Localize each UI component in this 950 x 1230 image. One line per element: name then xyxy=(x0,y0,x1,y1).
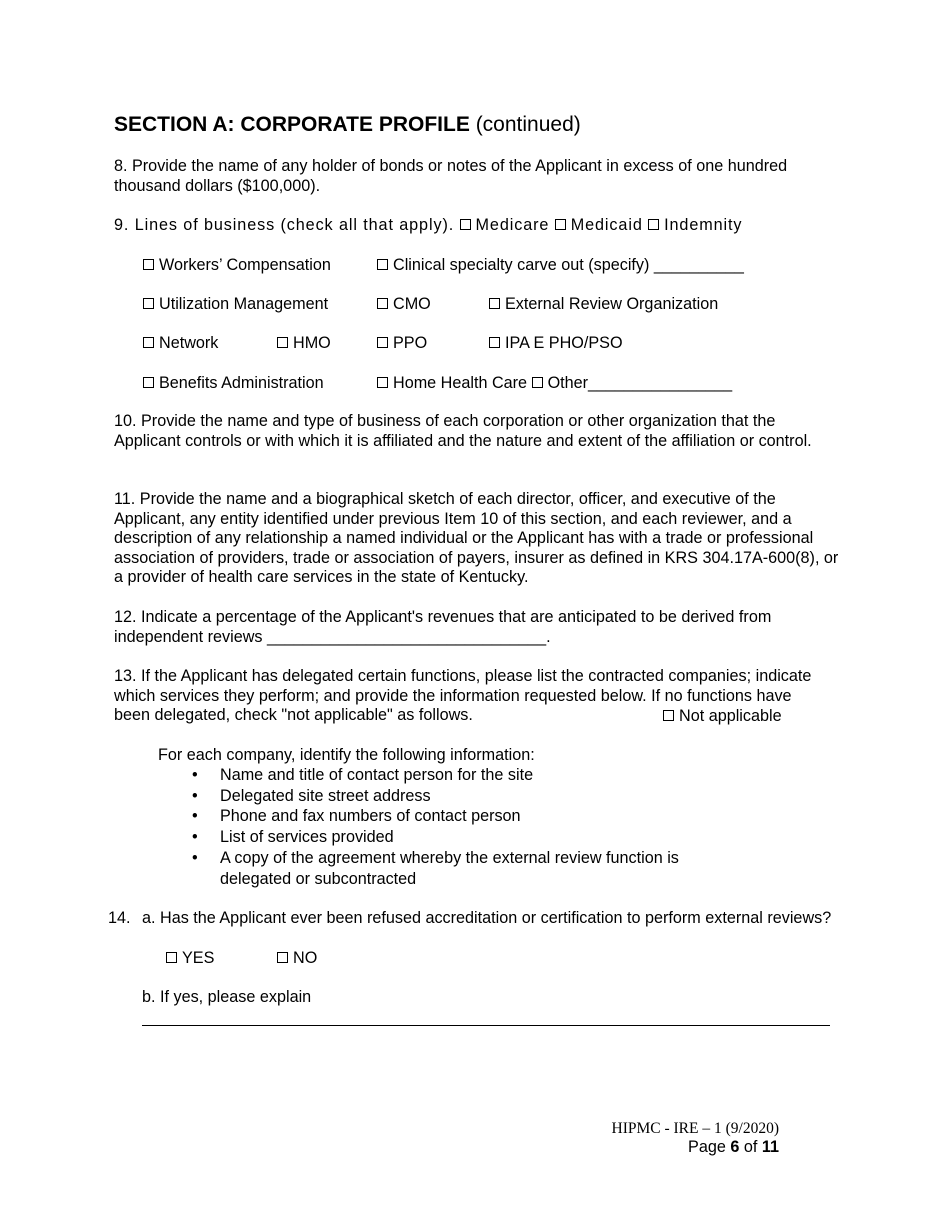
checkbox-utilization-mgmt[interactable] xyxy=(143,298,154,309)
medicare-label: Medicare xyxy=(475,216,550,234)
question-12: 12. Indicate a percentage of the Applicant's revenues that are anticipated to be derived from independent reviews _______________________________. xyxy=(114,608,772,646)
external-review-org-label: External Review Organization xyxy=(505,295,719,313)
section-title-bold: SECTION A: CORPORATE PROFILE xyxy=(114,113,470,136)
other-label: Other________________ xyxy=(547,374,733,392)
list-item: • Name and title of contact person for the site xyxy=(158,765,740,786)
question-14a: a. Has the Applicant ever been refused accreditation or certification to perform external reviews? xyxy=(142,909,832,927)
checkbox-ppo[interactable] xyxy=(377,337,388,348)
workers-comp-option[interactable] xyxy=(143,256,331,275)
home-health-label: Home Health Care xyxy=(393,374,528,392)
ipa-label: IPA E PHO/PSO xyxy=(505,334,623,352)
yes-option[interactable] xyxy=(166,949,214,968)
network-option[interactable] xyxy=(143,334,218,353)
hmo-label: HMO xyxy=(293,334,331,352)
question-9 xyxy=(114,216,742,235)
explanation-line[interactable] xyxy=(142,1008,830,1026)
list-item: • Phone and fax numbers of contact person xyxy=(158,806,740,827)
checkbox-external-review-org[interactable] xyxy=(489,298,500,309)
hmo-option[interactable] xyxy=(277,334,331,353)
medicare-option[interactable] xyxy=(460,216,550,234)
checkbox-medicare[interactable] xyxy=(460,219,471,230)
checkbox-workers-comp[interactable] xyxy=(143,259,154,270)
indemnity-option[interactable] xyxy=(648,216,742,234)
clinical-carve-out-label: Clinical specialty carve out (specify) __________ xyxy=(393,256,744,274)
page-number xyxy=(688,1138,779,1157)
no-label: NO xyxy=(293,949,318,967)
page-of: of xyxy=(743,1138,758,1156)
workers-comp-label: Workers’ Compensation xyxy=(159,256,331,274)
checkbox-benefits-admin[interactable] xyxy=(143,377,154,388)
other-option[interactable] xyxy=(532,374,733,392)
clinical-carve-out-option[interactable] xyxy=(377,256,744,275)
question-13-text: 13. If the Applicant has delegated certain functions, please list the contracted companies; indicate which services they perform; and provide the information requested below. If no functions have been delegated, check "not applicable" as follows. xyxy=(114,667,812,725)
page-prefix: Page xyxy=(688,1138,726,1156)
utilization-mgmt-label: Utilization Management xyxy=(159,295,329,313)
question-13-intro: For each company, identify the following information: xyxy=(158,746,535,764)
checkbox-clinical-carve-out[interactable] xyxy=(377,259,388,270)
checkbox-network[interactable] xyxy=(143,337,154,348)
checkbox-other[interactable] xyxy=(532,377,543,388)
page-current: 6 xyxy=(730,1138,740,1156)
network-label: Network xyxy=(159,334,219,352)
no-option[interactable] xyxy=(277,949,317,968)
question-14b: b. If yes, please explain xyxy=(142,988,312,1006)
checkbox-not-applicable[interactable] xyxy=(663,710,674,721)
checkbox-yes[interactable] xyxy=(166,952,177,963)
ipa-option[interactable] xyxy=(489,334,623,353)
list-item: • List of services provided xyxy=(158,827,740,848)
checkbox-indemnity[interactable] xyxy=(648,219,659,230)
checkbox-hmo[interactable] xyxy=(277,337,288,348)
checkbox-ipa[interactable] xyxy=(489,337,500,348)
ppo-option[interactable] xyxy=(377,334,427,353)
utilization-mgmt-option[interactable] xyxy=(143,295,328,314)
indemnity-label: Indemnity xyxy=(664,216,743,234)
list-item: • A copy of the agreement whereby the external review function is delegated or subcontracted xyxy=(158,848,740,889)
medicaid-label: Medicaid xyxy=(570,216,643,234)
cmo-label: CMO xyxy=(393,295,431,313)
not-applicable-option[interactable] xyxy=(663,707,782,726)
not-applicable-label: Not applicable xyxy=(679,707,782,725)
question-10: 10. Provide the name and type of business of each corporation or other organization that the Applicant controls or with which it is affiliated and the nature and extent of the affiliation or control. xyxy=(114,412,812,450)
benefits-admin-label: Benefits Administration xyxy=(159,374,324,392)
checkbox-cmo[interactable] xyxy=(377,298,388,309)
question-8: 8. Provide the name of any holder of bonds or notes of the Applicant in excess of one hundred thousand dollars ($100,000). xyxy=(114,157,788,195)
section-title-continued: (continued) xyxy=(475,113,581,136)
delegation-info-list xyxy=(158,765,740,889)
section-title xyxy=(114,113,581,137)
checkbox-medicaid[interactable] xyxy=(555,219,566,230)
question-14-number: 14. xyxy=(108,909,131,927)
home-health-option[interactable] xyxy=(377,374,732,393)
question-9-label: 9. Lines of business (check all that apply). xyxy=(114,216,455,234)
page-total: 11 xyxy=(761,1138,779,1156)
list-item: • Delegated site street address xyxy=(158,786,740,807)
form-id: HIPMC - IRE – 1 (9/2020) xyxy=(611,1120,779,1137)
yes-label: YES xyxy=(182,949,215,967)
checkbox-home-health[interactable] xyxy=(377,377,388,388)
cmo-option[interactable] xyxy=(377,295,431,314)
benefits-admin-option[interactable] xyxy=(143,374,324,393)
checkbox-no[interactable] xyxy=(277,952,288,963)
ppo-label: PPO xyxy=(393,334,428,352)
external-review-org-option[interactable] xyxy=(489,295,718,314)
question-11: 11. Provide the name and a biographical sketch of each director, officer, and executive of the Applicant, any entity identified under previous Item 10 of this section, and each reviewer, and a description of any relationship a named individual or the Applicant has with a trade or professional association of providers, trade or association of payers, insurer as defined in KRS 304.17A-600(8), or a provider of health care services in the state of Kentucky. xyxy=(114,490,839,587)
medicaid-option[interactable] xyxy=(555,216,643,234)
